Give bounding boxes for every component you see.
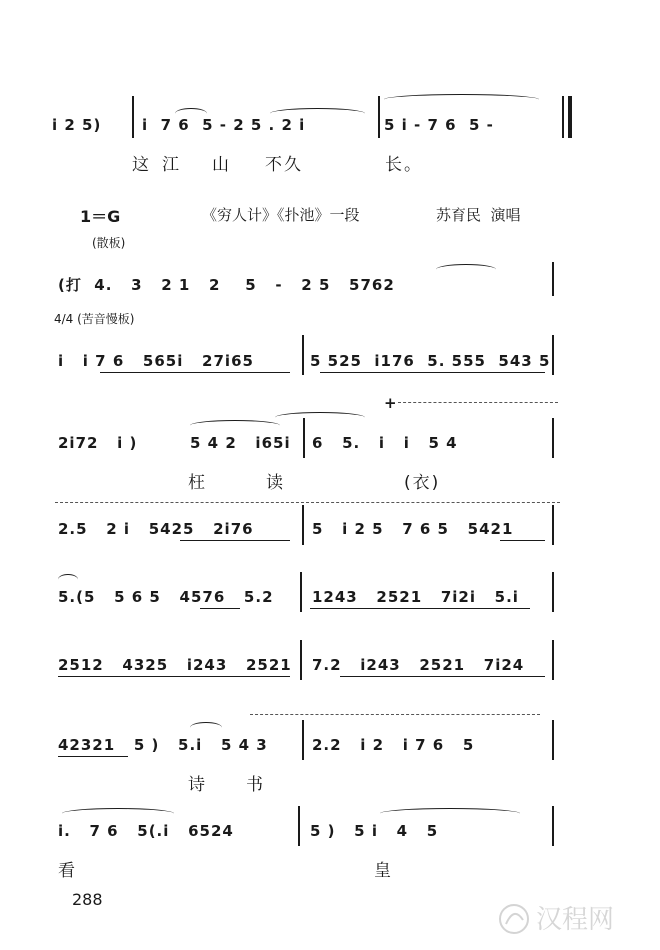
tempo-marking: 4/4 (苦音慢板) — [54, 312, 135, 326]
row3-measure-1: i i 7 6 565i 27i65 — [58, 352, 254, 370]
lyric: 读 — [266, 473, 285, 493]
lyric: 诗 — [188, 775, 207, 795]
watermark-icon — [496, 900, 646, 938]
plus-mark: + — [384, 394, 398, 412]
lyric: 不久 — [265, 155, 303, 175]
watermark-logo — [496, 900, 646, 942]
underline — [180, 540, 290, 541]
lyric: 看 — [58, 861, 77, 881]
slur — [384, 94, 539, 105]
lyric: 皇 — [374, 861, 393, 881]
barline — [303, 418, 305, 458]
row1-measure-3: 5 i - 7 6 5 - — [384, 116, 494, 134]
barline — [302, 720, 304, 760]
row4-measure-1: 2i72 i ) — [58, 434, 138, 452]
row9-measure-1: i. 7 6 5(.i 6524 — [58, 822, 234, 840]
row9-measure-2: 5 ) 5 i 4 5 — [310, 822, 439, 840]
row4-measure-3: 6 5. i i 5 4 — [312, 434, 458, 452]
underline — [500, 540, 545, 541]
underline — [58, 676, 290, 677]
final-barline — [568, 96, 572, 138]
barline — [552, 505, 554, 545]
underline — [340, 676, 545, 677]
underline — [320, 372, 545, 373]
slur — [436, 264, 496, 275]
lyric: 山 — [212, 155, 231, 175]
tempo-marking: (散板) — [92, 236, 126, 250]
row3-measure-2: 5 525 i176 5. 555 543 5 — [310, 352, 551, 370]
slur — [190, 722, 222, 733]
row1-measure-2: i 7 6 5 - 2 5 . 2 i — [142, 116, 306, 134]
underline — [200, 608, 240, 609]
dashed-line — [55, 502, 560, 503]
dashed-line — [398, 402, 558, 403]
barline — [300, 572, 302, 612]
key-signature: 1＝G — [80, 207, 121, 226]
piece-title: 《穷人计》《扑池》一段 — [202, 206, 360, 224]
row6-measure-1: 5.(5 5 6 5 4576 5.2 — [58, 588, 274, 606]
row7-measure-1: 2512 4325 i243 2521 — [58, 656, 292, 674]
row4-measure-2: 5 4 2 i65i — [190, 434, 291, 452]
row8-measure-1: 42321 5 ) 5.i 5 4 3 — [58, 736, 268, 754]
singer-credit: 苏育民 演唱 — [436, 206, 521, 224]
barline — [552, 418, 554, 458]
lyric: 江 — [162, 155, 181, 175]
row6-measure-2: 1243 2521 7i2i 5.i — [312, 588, 519, 606]
underline — [310, 608, 530, 609]
row2-measure-1: (打 4. 3 2 1 2 5 - 2 5 5762 — [58, 276, 395, 294]
dashed-line — [250, 714, 540, 715]
barline — [552, 720, 554, 760]
slur — [380, 808, 520, 819]
lyric: (衣) — [404, 473, 441, 493]
barline — [302, 335, 304, 375]
barline — [552, 572, 554, 612]
row8-measure-2: 2.2 i 2 i 7 6 5 — [312, 736, 475, 754]
underline — [100, 372, 290, 373]
barline — [298, 806, 300, 846]
slur — [58, 574, 78, 585]
underline — [58, 756, 128, 757]
row5-measure-2: 5 i 2 5 7 6 5 5421 — [312, 520, 514, 538]
barline — [552, 262, 554, 296]
watermark-text: 汉程网 — [536, 905, 615, 935]
barline — [302, 505, 304, 545]
slur — [190, 420, 280, 431]
slur — [62, 808, 174, 819]
slur — [275, 412, 365, 423]
page-number: 288 — [72, 890, 103, 909]
barline — [378, 96, 380, 138]
lyric: 书 — [246, 775, 265, 795]
barline — [562, 96, 564, 138]
barline — [552, 806, 554, 846]
row1-measure-1: i 2 5) — [52, 116, 102, 134]
lyric: 枉 — [188, 473, 207, 493]
row7-measure-2: 7.2 i243 2521 7i24 — [312, 656, 525, 674]
row5-measure-1: 2.5 2 i 5425 2i76 — [58, 520, 254, 538]
lyric: 这 — [132, 155, 151, 175]
barline — [552, 335, 554, 375]
barline — [132, 96, 134, 138]
lyric: 长。 — [385, 155, 423, 175]
barline — [300, 640, 302, 680]
barline — [552, 640, 554, 680]
